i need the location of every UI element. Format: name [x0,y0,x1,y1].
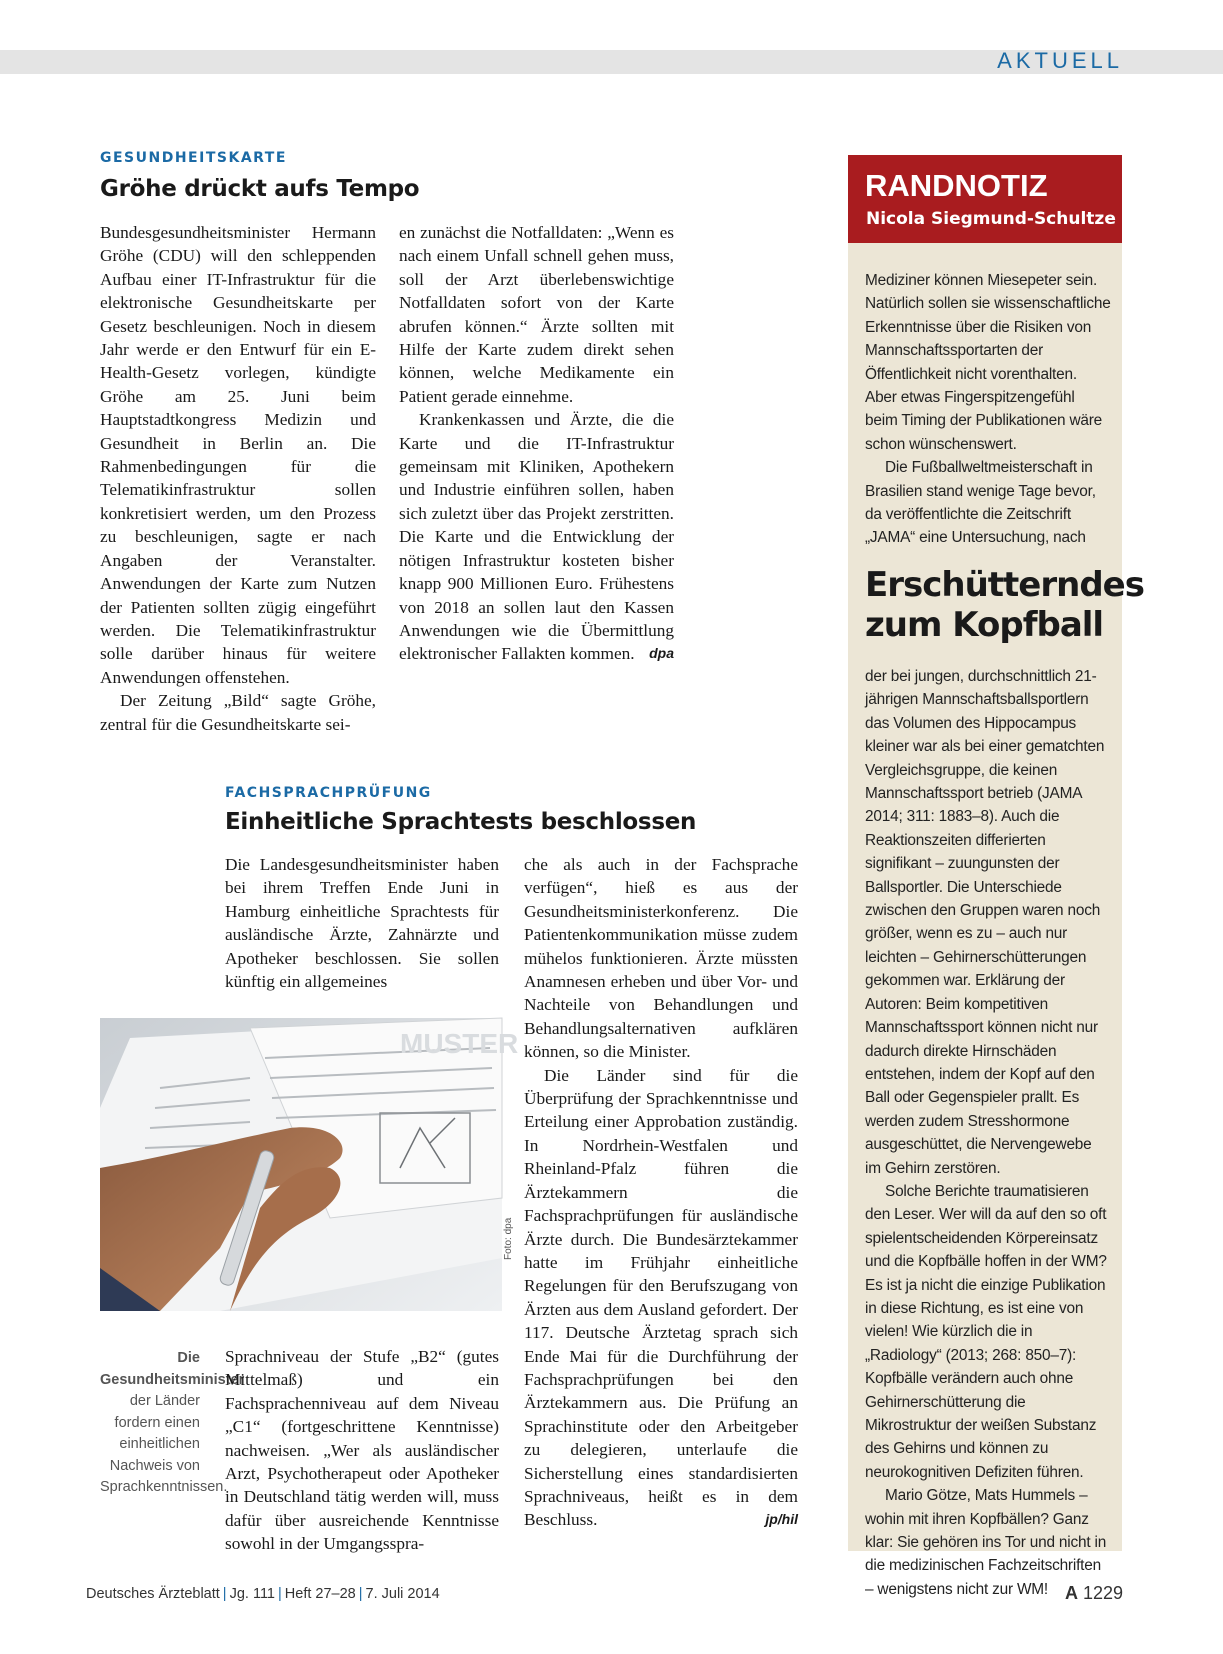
article2-headline: Einheitliche Sprachtests beschlossen [225,809,697,835]
article1-paragraph-2-cont: en zunächst die Notfalldaten: „Wenn es nach einem Unfall schnell gehen muss, soll der Arzt überlebenswichtige Notfalldaten sofort von der Karte abrufen können.“ Ärzte sollten mit Hilfe der Karte zudem direkt sehen können, welche Medikamente ein Patient gerade einnehme. [399,223,674,406]
article1-paragraph-2-start: Der Zeitung „Bild“ sagte Gröhe, zentral für die Gesundheitskarte sei- [100,691,376,734]
article1-paragraph-2 [100,689,376,736]
article1-column-2 [399,221,674,662]
sidebar-author: Nicola Siegmund-Schultze [866,209,1116,229]
article1-column-1 [100,221,376,736]
sidebar-title: RANDNOTIZ [865,168,1048,203]
footer-date: 7. Juli 2014 [365,1586,440,1602]
footer-volume: Jg. 111 [229,1586,275,1602]
sidebar-intro-paragraph-2: Die Fußballweltmeisterschaft in Brasilien stand wenige Tage bevor, da veröffentlichte die Zeitschrift „JAMA“ eine Untersuchung, nach [865,459,1096,547]
article2-column-a-bottom [225,1345,499,1556]
footer-issue: Heft 27–28 [284,1586,356,1602]
caption-text: der Länder fordern einen einheitlichen Nachweis von Sprachkenntnissen. [100,1393,228,1495]
svg-text:MUSTER: MUSTER [400,1028,519,1059]
sidebar-intro-paragraph-1: Mediziner können Miesepeter sein. Natürlich sollen sie wissenschaftliche Erkenntnisse über die Risiken von Mannschaftssportarten der Öffentlichkeit nicht vorenthalten. Aber etwas Fingerspitzengefühl beim Timing der Publikationen wäre schon wünschenswert. [865,272,1111,453]
footer-journal: Deutsches Ärzteblatt [86,1586,220,1602]
article1-paragraph-3: Krankenkassen und Ärzte, die die Karte und die IT-Infrastruktur gemeinsam mit Kliniken, Apothekern und Industrie einführen sollen, haben sich zuletzt über das Projekt zerstritten. Die Karte und die Entwicklung der nötigen Infrastruktur kosteten bisher knapp 900 Millionen Euro. Frühestens von 2018 an sollen laut den Kassen Anwendungen wie die Übermittlung elektronischer Fallakten kommen. [399,410,674,664]
article2-col-b-paragraph-2: Die Länder sind für die Überprüfung der Sprachkenntnisse und Erteilung einer Approbation zuständig. In Nordrhein-Westfalen und Rheinland-Pfalz führen die Ärztekammern die Fachsprachprüfungen für ausländische Ärzte durch. Die Bundesärztekammer hatte im Frühjahr einheitliche Regelungen für den Berufszugang von Ärzten aus dem Ausland gefordert. Der 117. Deutsche Ärztetag sprach sich Ende Mai für die Durchführung der Fachsprachprüfungen bei den Ärztekammern aus. Die Prüfung an Sprachinstitute oder den Arbeitgeber zu delegieren, unterlaufe die Sicherstellung eines standardisierten Sprachniveaus, heißt es in dem Beschluss. [524,1065,798,1530]
article1-signature: dpa [649,644,674,661]
page-prefix: A [1064,1583,1078,1603]
section-label: AKTUELL [997,48,1123,73]
page-number [1065,1583,1123,1604]
page-number-value: 1229 [1082,1583,1123,1603]
article1-paragraph-1: Bundesgesundheitsminister Hermann Gröhe (CDU) will den schleppenden Aufbau einer IT-Infrastruktur für die elektronische Gesundheitskarte per Gesetz beschleunigen. Noch in diesem Jahr werde er den Entwurf für ein E-Health-Gesetz vorlegen, kündigte Gröhe am 25. Juni beim Hauptstadtkongress Medizin und Gesundheit in Berlin an. Die Rahmenbedingungen für die Telematikinfrastruktur sollen konkretisiert werden, um den Prozess zu beschleunigen, sagte er nach Angaben der Veranstalter. Anwendungen der Karte zum Nutzen der Patienten sollten zügig eingeführt werden. Die Telematikinfrastruktur solle darüber hinaus für weitere Anwendungen offenstehen. [100,223,376,687]
sidebar-body-paragraph-3: Mario Götze, Mats Hummels – wohin mit ihren Kopfbällen? Ganz klar: Sie gehören ins Tor und nicht in die medizinischen Fachzeitschriften – wenigstens nicht zur WM! [865,1487,1107,1598]
article2-col-a-top-text: Die Landesgesundheitsminister haben bei ihrem Treffen Ende Juni in Hamburg einheitliche Sprachtests für ausländische Ärzte, Zahnärzte und Apotheker beschlossen. Sie sollen künftig ein allgemeines [225,855,499,992]
footer-citation: Deutsches Ärzteblatt | Jg. 111 | Heft 27–28 | 7. Juli 2014 [86,1586,440,1602]
article2-column-b [524,853,798,1528]
sidebar-body-paragraph-1: der bei jungen, durchschnittlich 21-jährigen Mannschaftsballsportlern das Volumen des Hippocampus kleiner war als bei einer gematchten Vergleichsgruppe, die keinen Mannschaftssport betrieb (JAMA 2014; 311: 1883–8). Auch die Reaktionszeiten differierten signifikant – zuungunsten der Ballsportler. Die Unterschiede zwischen den Gruppen waren noch größer, wenn es zu – auch nur leichten – Gehirnerschütterungen gekommen war. Erklärung der Autoren: Beim kompetitiven Mannschaftssport können nicht nur dadurch direkte Hirnschäden entstehen, indem der Kopf auf den Ball oder Gegenspieler prallt. Es werden zudem Stresshormone ausgeschüttet, die Nervengewebe im Gehirn zerstören. [865,668,1105,1177]
article1-headline: Gröhe drückt aufs Tempo [100,176,420,202]
article2-column-a-top [225,853,499,993]
sidebar-headline: Erschütterndes zum Kopfball [865,565,1144,645]
photo-credit: Foto: dpa [503,1217,514,1260]
photo-caption [100,1348,245,1499]
sidebar-body-text [865,665,1111,1601]
article2-signature: jp/hil [765,1510,798,1527]
sidebar-body-paragraph-2: Solche Berichte traumatisieren den Leser. Wer will da auf den so oft spielentscheidenden Körpereinsatz und die Kopfbälle hoffen in der WM? Es ist ja nicht die einzige Publikation in diese Richtung, es ist eine von vielen! Wie kürzlich die in „Radiology“ (2013; 268: 850–7): Kopfbälle verändern auch ohne Gehirnerschütterung die Mikrostruktur der weißen Substanz des Gehirns und können zu neurokognitiven Defiziten führen. [865,1182,1107,1481]
article2-kicker: FACHSPRACHPRÜFUNG [225,785,432,801]
article2-col-b-paragraph-1: che als auch in der Fachsprache verfügen“, hieß es aus der Gesundheitsministerkonferenz. Die Patientenkommunikation müsse zudem mühelos funktionieren. Ärzte müssten Anamnesen erheben und über Vor- und Nachteile von Behandlungen und Behandlungsalternativen aufklären können, so die Minister. [524,855,798,1062]
caption-lead: Die Gesundheitsminister [100,1350,245,1388]
sidebar-intro [865,269,1111,550]
article1-kicker: GESUNDHEITSKARTE [100,150,287,166]
article2-col-a-bottom-text: Sprachniveau der Stufe „B2“ (gutes Mittelmaß) und ein Fachsprachenniveau auf dem Niveau „C1“ (fortgeschrittene Kenntnisse) nachweisen. „Wer als ausländischer Arzt, Psychotherapeut oder Apotheker in Deutschland tätig werden will, muss dafür über ausreichende Kenntnisse sowohl in der Umgangsspra- [225,1347,499,1554]
